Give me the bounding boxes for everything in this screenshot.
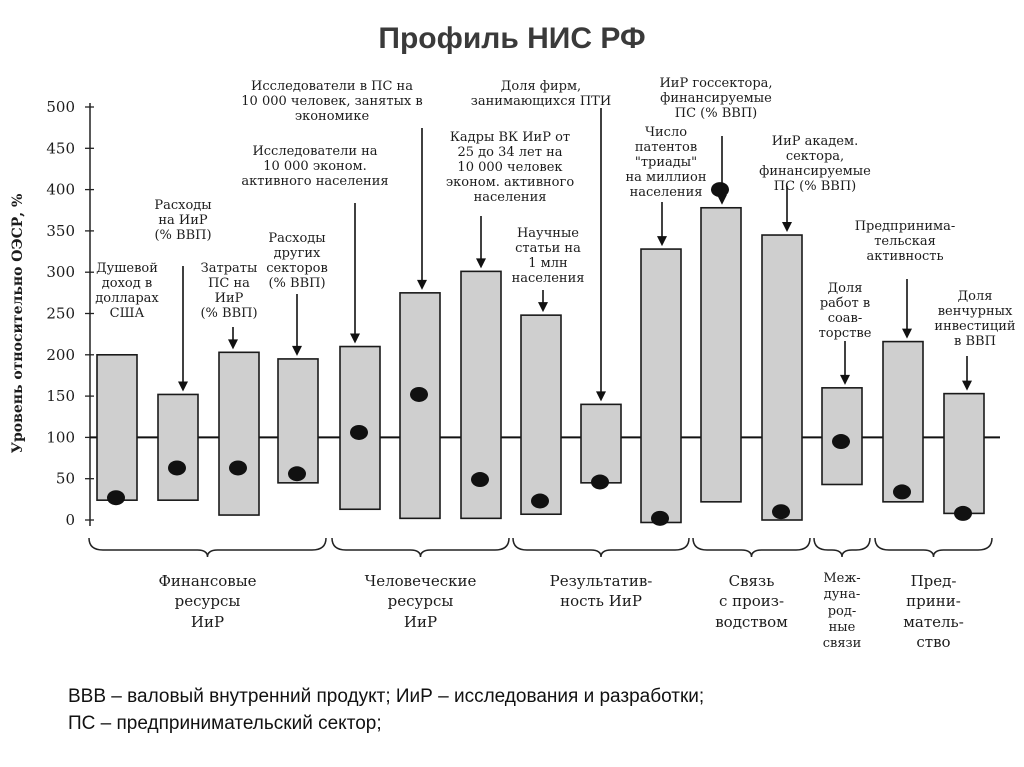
indicator-label-1: Душевой доход в долларах США [95,261,159,322]
y-tick-label-350: 350 [46,221,75,240]
y-tick-label-450: 450 [46,139,75,158]
russia-point-13 [832,434,850,449]
footnote-line-1: ВВВ – валовый внутренний продукт; ИиР – исследования и разработки; [68,686,705,707]
chart-area [0,68,1024,660]
group-brace-6 [875,538,992,557]
indicator-label-15: Доля венчурных инвестиций в ВВП [934,289,1016,350]
russia-point-6 [410,387,428,402]
range-bar-8 [521,315,561,514]
indicator-label-3: Затраты ПС на ИиР (% ВВП) [200,261,258,322]
arrow-head-6 [417,280,427,290]
russia-point-2 [168,460,186,475]
range-bar-1 [97,355,137,500]
arrow-head-12 [782,222,792,232]
russia-point-15 [954,506,972,521]
russia-point-1 [107,490,125,505]
indicator-label-7: Кадры ВК ИиР от 25 до 34 лет на 10 000 человек эконом. активного населения [445,130,575,206]
indicator-label-8: Научные статьи на 1 млн населения [511,226,585,287]
range-bar-12 [762,235,802,520]
y-tick-label-300: 300 [46,263,75,282]
group-brace-5 [814,538,870,557]
indicator-label-6: Исследователи в ПС на 10 000 человек, занятых в экономике [241,79,423,125]
indicator-label-4: Расходы других секторов (% ВВП) [266,231,328,292]
group-brace-3 [513,538,689,557]
y-tick-label-150: 150 [46,387,75,406]
range-bar-2 [158,394,198,500]
group-label-6: Пред- прини- матель- ство [903,572,964,651]
russia-point-9 [591,475,609,490]
range-bar-6 [400,293,440,518]
indicator-label-5: Исследователи на 10 000 эконом. активного населения [241,144,389,190]
arrow-head-13 [840,375,850,385]
range-bar-3 [219,352,259,515]
arrow-head-10 [657,236,667,246]
footnote-line-2: ПС – предпринимательский сектор; [68,712,382,734]
russia-point-5 [350,425,368,440]
arrow-head-11 [717,195,727,205]
arrow-head-15 [962,381,972,391]
group-brace-2 [332,538,509,557]
arrow-head-4 [292,346,302,356]
russia-point-8 [531,494,549,509]
indicator-label-12: ИиР академ. сектора, финансируемые ПС (% ВВП) [759,134,871,195]
group-brace-1 [89,538,326,557]
page-title: Профиль НИС РФ [378,22,646,55]
range-bar-4 [278,359,318,483]
russia-point-10 [651,511,669,526]
footnote [68,684,968,737]
group-brace-4 [693,538,810,557]
range-bar-9 [581,404,621,482]
y-tick-label-50: 50 [55,469,75,488]
russia-point-12 [772,504,790,519]
indicator-label-9: Доля фирм, занимающихся ПТИ [470,79,612,110]
group-label-5: Меж- дуна- род- ные связи [822,571,862,651]
group-label-3: Результатив- ность ИиР [549,572,653,611]
y-tick-label-250: 250 [46,304,75,323]
arrow-head-8 [538,302,548,312]
range-bar-10 [641,249,681,522]
russia-point-4 [288,466,306,481]
y-tick-label-100: 100 [46,428,75,447]
range-bar-15 [944,394,984,514]
y-tick-label-400: 400 [46,180,75,199]
group-label-2: Человеческие ресурсы ИиР [364,572,477,631]
group-label-1: Финансовые ресурсы ИиР [158,572,257,631]
group-label-4: Связь с произ- водством [715,572,788,631]
arrow-head-2 [178,381,188,391]
range-bar-11 [701,208,741,502]
y-tick-label-500: 500 [46,98,75,116]
indicator-label-10: Число патентов "триады" на миллион населения [625,125,707,201]
arrow-head-14 [902,329,912,339]
russia-point-7 [471,472,489,487]
arrow-head-3 [228,339,238,349]
y-tick-label-0: 0 [65,511,75,529]
indicator-label-13: Доля работ в соав- торстве [818,281,872,342]
arrow-head-7 [476,258,486,268]
y-axis-label: Уровень относительно ОЭСР, % [10,193,26,454]
russia-point-14 [893,484,911,499]
russia-point-3 [229,460,247,475]
indicator-label-11: ИиР госсектора, финансируемые ПС (% ВВП) [659,76,773,122]
range-bar-14 [883,342,923,502]
indicator-label-14: Предпринима- тельская активность [854,219,956,265]
arrow-head-5 [350,334,360,344]
arrow-head-9 [596,391,606,401]
indicator-label-2: Расходы на ИиР (% ВВП) [154,198,212,244]
y-tick-label-200: 200 [46,345,75,364]
